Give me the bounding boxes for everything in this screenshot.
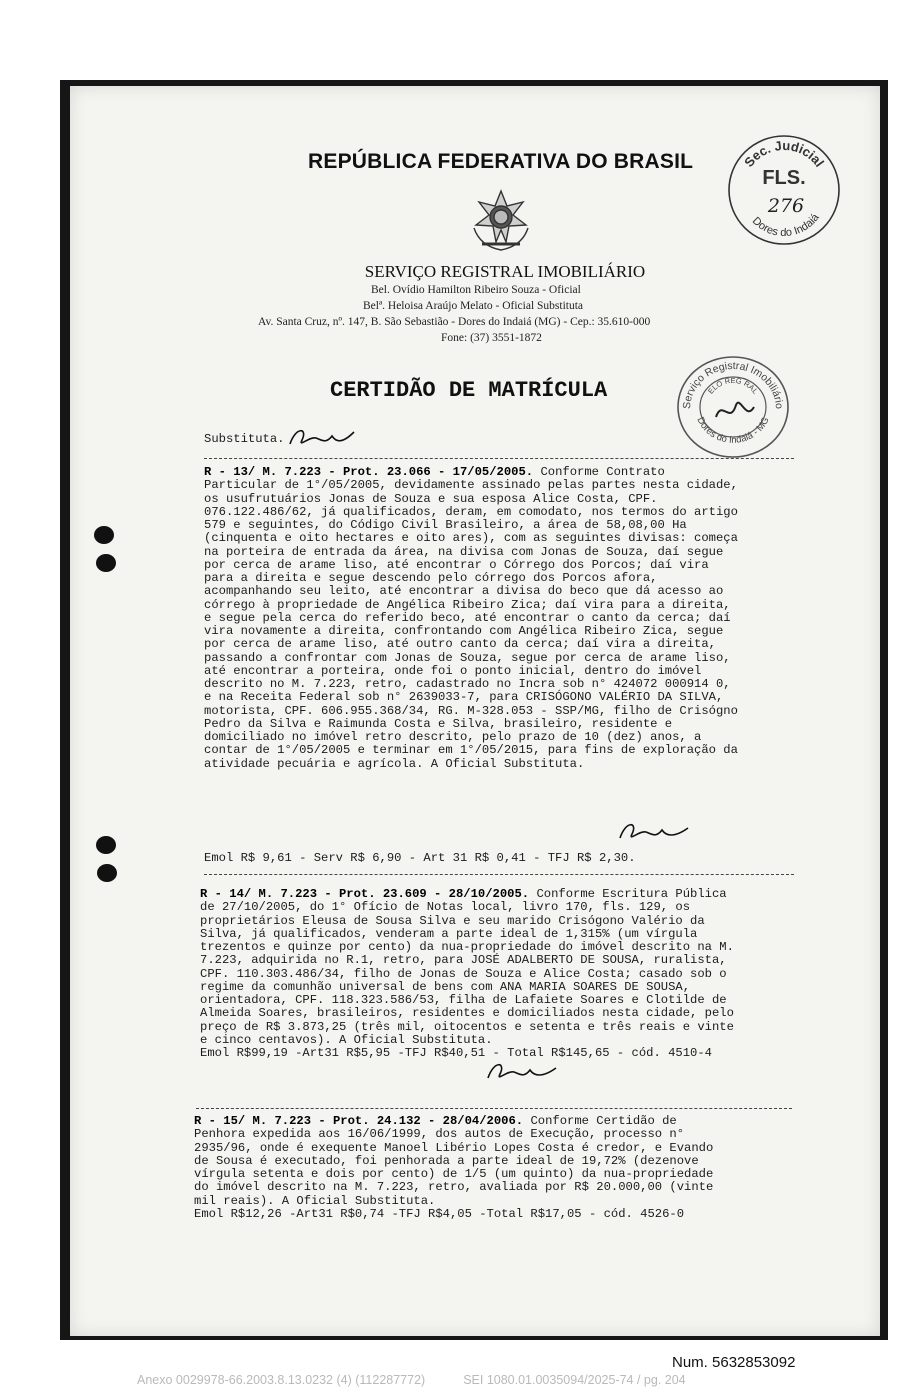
entry-r13-line: e segue pela cerca do referido beco, até encontrar o canto da cerca; daí [204,610,731,625]
separator-line [204,874,794,875]
document-number: Num. 5632853092 [672,1354,796,1371]
sei-reference: SEI 1080.01.0035094/2025-74 / pg. 204 [463,1373,686,1387]
entry-r13-line: (cinquenta e oito hectares e oito ares), com as seguintes divisas: começa [204,531,738,546]
fls-stamp-top-text: Sec. Judicial [741,137,828,170]
entry-r13-line: córrego à propriedade de Angélica Ribeiro Zica; daí vira para a direita, [204,597,731,612]
signature-icon [616,818,692,844]
officer-line: Bel. Ovídio Hamilton Ribeiro Souza - Oficial [371,284,581,296]
entry-r14-line: Silva, já qualificados, venderam a parte ideal de 1,315% (um vírgula [200,926,698,941]
entry-r13-fees: Emol R$ 9,61 - Serv R$ 6,90 - Art 31 R$ 0,41 - TFJ R$ 2,30. [204,851,636,865]
entry-r15-fees: Emol R$12,26 -Art31 R$0,74 -TFJ R$4,05 -Total R$17,05 - cód. 4526-0 [194,1206,685,1221]
entry-r14-line: CPF. 110.303.486/34, filho de Jonas de Souza e Alice Costa; casado sob o [200,966,727,981]
entry-r13-line: por cerca de arame liso, até encontrar o Córrego dos Porcos; daí vira [204,557,709,572]
coat-of-arms-icon [466,188,536,254]
entry-r15-header: R - 15/ M. 7.223 - Prot. 24.132 - 28/04/2006. [194,1114,524,1128]
entry-r14-line: preço de R$ 3.873,25 (três mil, oitocentos e setenta e três reais e vinte [200,1019,734,1034]
separator-line [196,1108,792,1109]
entry-r15-line: 2935/96, onde é exequente Manoel Libério Lopes Costa é credor, e Evando [194,1140,714,1155]
footer-reference [137,1373,686,1387]
signature-icon [484,1058,560,1084]
entry-r14-line: de 27/10/2005, do 1° Ofício de Notas local, livro 170, fls. 129, os [200,900,691,915]
fls-stamp-bottom-text: Dores do Indaiá [749,211,822,240]
entry-r13-line: até encontrar a porteira, onde foi o ponto inicial, dentro do imóvel [204,663,702,678]
entry-r13-header: R - 13/ M. 7.223 - Prot. 23.066 - 17/05/2005. [204,465,534,479]
svg-text:Sec. Judicial [741,138,827,170]
entry-r13-line: 579 e seguintes, do Código Civil Brasileiro, a área de 58,08,00 Ha [204,518,687,532]
document-title: CERTIDÃO DE MATRÍCULA [330,378,608,403]
entry-r13-line: domiciliado no imóvel retro descrito, pelo prazo de 10 (dez) anos, a [204,730,702,744]
entry-r14-line: regime da comunhão universal de bens com ANA MARIA SOARES DE SOUSA, [200,979,691,994]
registry-seal-bottom-text: Dores do Indaiá - MG [694,415,772,446]
fls-stamp-label: FLS. [762,167,806,189]
entry-r13-line: por cerca de arame liso, até outro canto da cerca; daí vira a direita, [204,637,716,652]
entry-r13-line: Conforme Contrato [533,465,665,479]
entry-r13-line: os usufrutuários Jonas de Souza e sua esposa Alice Costa, CPF. [204,491,658,506]
entry-r13-line: Particular de 1°/05/2005, devidamente assinado pelas partes nesta cidade, [204,478,738,493]
entry-r13-line: vira novamente a direita, confrontando com Angélica Ribeiro Zica, segue [204,624,724,638]
entry-r14-header: R - 14/ M. 7.223 - Prot. 23.609 - 28/10/2005. [200,887,530,901]
phone-line: Fone: (37) 3551-1872 [441,332,542,344]
entry-r13-line: atividade pecuária e agrícola. A Oficial Substituta. [204,756,585,771]
fls-stamp [726,132,842,248]
entry-r13-line: descrito no M. 7.223, retro, cadastrado no Incra sob n° 424072 000914 0, [204,677,731,691]
registry-seal-inner-text: ELO REG RAL [706,376,760,396]
entry-r13-line: motorista, CPF. 606.955.368/34, RG. M-328.053 - SSP/MG, filho de Crisógno [204,703,738,718]
entry-r14-line: proprietários Eleusa de Sousa Silva e seu marido Crisógono Valério da [200,913,705,928]
signature-icon [286,424,358,450]
annex-reference: Anexo 0029978-66.2003.8.13.0232 (4) (112287772) [137,1373,426,1387]
substitute-officer-line: Belª. Heloisa Araújo Melato - Oficial Substituta [363,300,584,312]
entry-r13-line: 076.122.486/62, já qualificados, deram, em comodato, nos termos do artigo [204,504,738,519]
registry-service-name: SERVIÇO REGISTRAL IMOBILIÁRIO [364,262,646,281]
fls-stamp-number: 276 [767,195,805,217]
entry-r15-line: de Sousa é executado, foi penhorada a parte ideal de 19,72% (dezenove [194,1153,699,1168]
entry-r13-line: e na Receita Federal sob n° 2639033-7, para CRISÓGONO VALÉRIO DA SILVA, [204,690,724,705]
entry-r14 [200,888,790,1060]
entry-r13-line: na porteira de entrada da área, na divisa com Jonas de Souza, daí segue [204,544,724,559]
address-line: Av. Santa Cruz, nº. 147, B. São Sebastião - Dores do Indaiá (MG) - Cep.: 35.610-000 [258,316,651,328]
entry-r14-line: trezentos e quinze por cento) da nua-propriedade do imóvel descrito na M. [200,940,734,954]
entry-r15-line: mil reais). A Oficial Substituta. [194,1193,436,1208]
entry-r13-line: passando a confrontar com Jonas de Souza, segue por cerca de arame liso, [204,650,731,665]
entry-r14-line: 7.223, adquirida no R.1, retro, para JOSÉ ADALBERTO DE SOUSA, ruralista, [200,953,727,968]
entry-r14-line: Conforme Escritura Pública [529,887,727,901]
entry-r14-line: e cinco centavos). A Oficial Substituta. [200,1032,493,1047]
entry-r13-line: para a direita e segue descendo pelo córrego dos Porcos afora, [204,571,658,585]
entry-r13-line: contar de 1°/05/2005 e terminar em 1°/05/2015, para fins de exploração da [204,743,738,758]
entry-r14-line: orientadora, CPF. 118.323.586/53, filha de Lafaiete Soares e Clotilde de [200,993,727,1007]
entry-r15-line: Penhora expedida aos 16/06/1999, dos autos de Execução, processo n° [194,1127,685,1142]
entry-r15-line: vírgula setenta e dois por cento) de 1/5 (um quinto) da nua-propriedade [194,1167,714,1181]
entry-r14-fees: Emol R$99,19 -Art31 R$5,95 -TFJ R$40,51 - Total R$145,65 - cód. 4510-4 [200,1046,712,1060]
registry-seal-ring-text: Serviço Registral Imobiliário [680,359,786,410]
entry-r15-line: do imóvel descrito na M. 7.223, retro, avaliada por R$ 20.000,00 (vinte [194,1180,714,1195]
entry-r13-line: acompanhando seu leito, até encontrar a divisa do beco que dá acesso ao [204,584,724,599]
substitute-label: Substituta. [204,432,285,446]
svg-text:ELO REG RAL [706,376,760,396]
separator-line [204,458,794,459]
entry-r15 [194,1115,784,1221]
entry-r15-line: Conforme Certidão de [523,1114,677,1128]
country-title: REPÚBLICA FEDERATIVA DO BRASIL [308,150,694,173]
entry-r13 [204,466,794,771]
entry-r13-line: Pedro da Silva e Raimunda Costa e Silva, brasileiro, residente e [204,716,673,731]
entry-r14-line: Almeida Soares, brasileiros, residentes e domiciliados nesta cidade, pelo [200,1006,734,1021]
